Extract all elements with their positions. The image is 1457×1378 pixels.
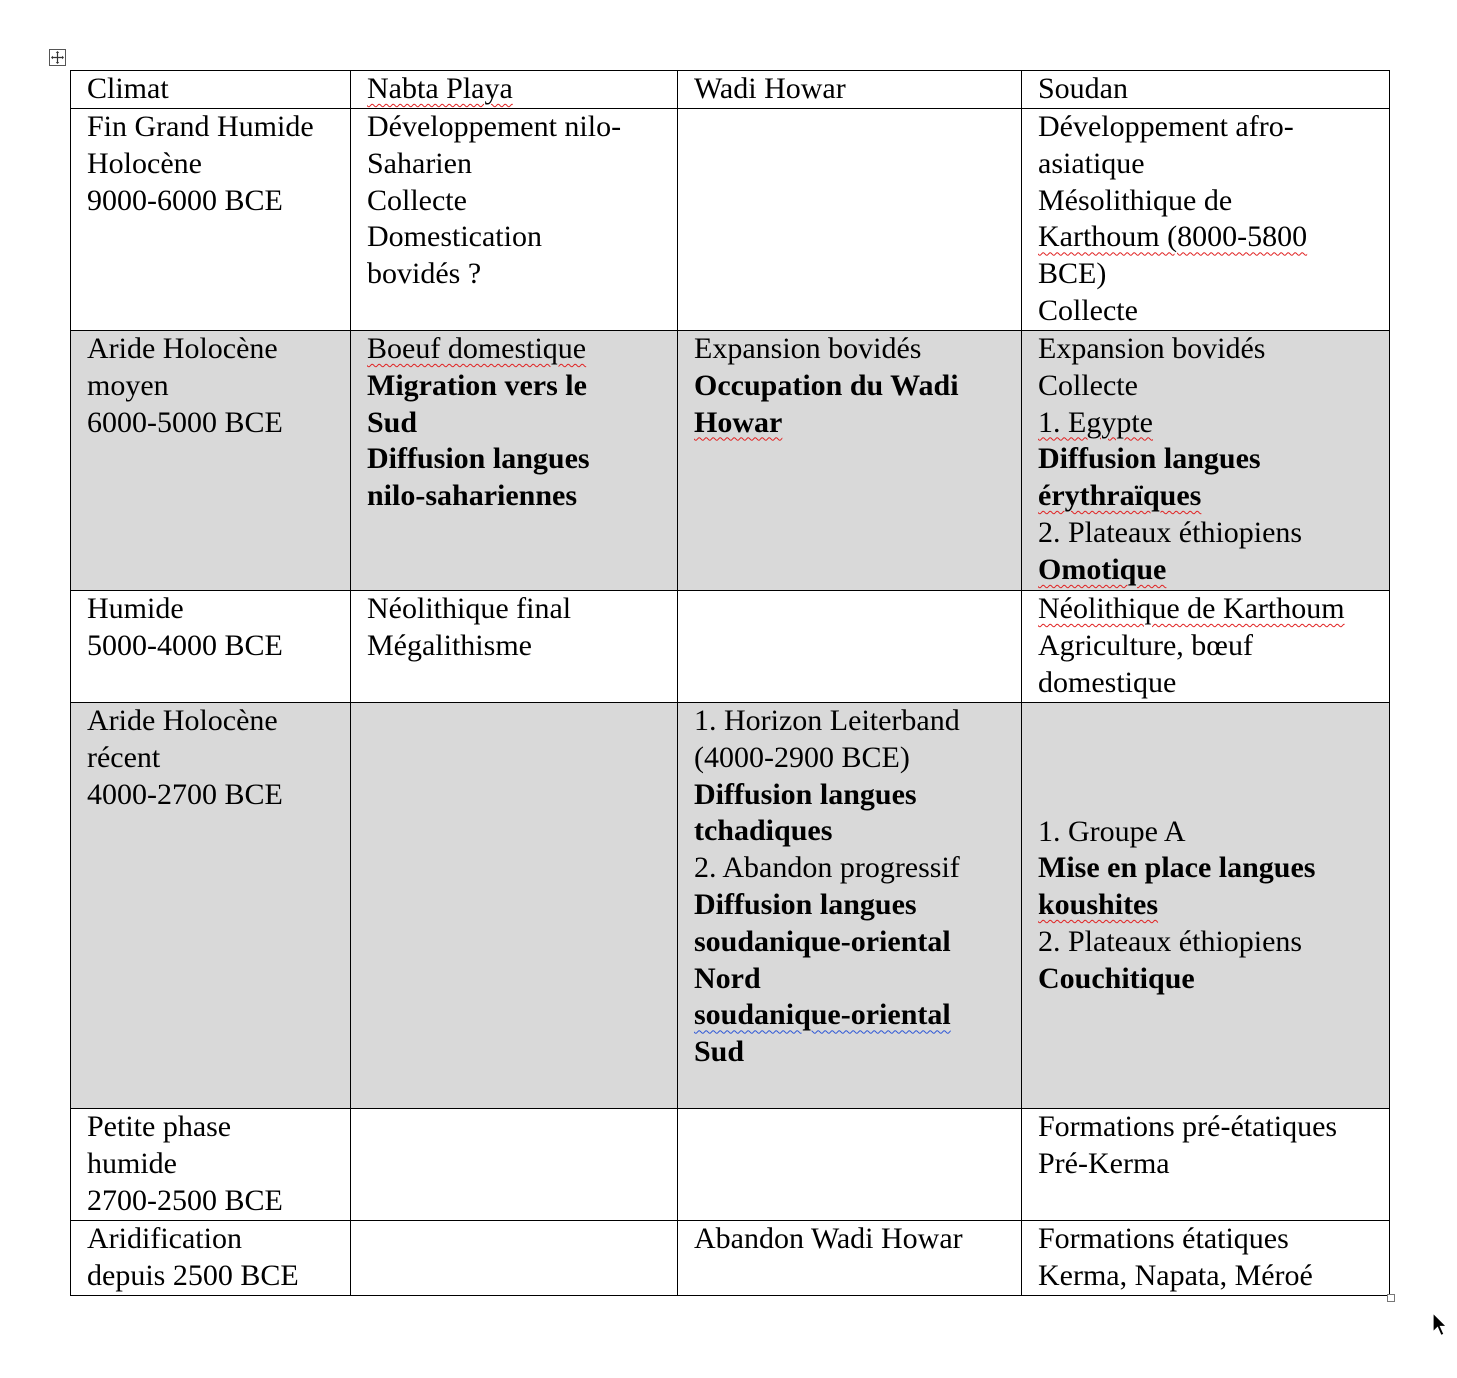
- cell-soudan[interactable]: Expansion bovidés Collecte 1. Egypte Diffusion langues érythraïques 2. Plateaux éthiopiens Omotique: [1022, 331, 1390, 591]
- cell-wadi-howar[interactable]: [678, 1109, 1022, 1221]
- cell-soudan[interactable]: Formations étatiques Kerma, Napata, Méroé: [1022, 1221, 1390, 1296]
- cell-nabta-playa[interactable]: [351, 1109, 678, 1221]
- table-row: [71, 1221, 1390, 1296]
- table-row: [71, 109, 1390, 331]
- cell-nabta-playa[interactable]: Développement nilo- Saharien Collecte Domestication bovidés ?: [351, 109, 678, 331]
- cell-nabta-playa[interactable]: Boeuf domestique Migration vers le Sud Diffusion langues nilo-sahariennes: [351, 331, 678, 591]
- cell-soudan[interactable]: Développement afro- asiatique Mésolithique de Karthoum (8000-5800 BCE) Collecte: [1022, 109, 1390, 331]
- table-header-row: [71, 71, 1390, 109]
- cell-wadi-howar[interactable]: [678, 109, 1022, 331]
- table-row: [71, 703, 1390, 1109]
- chronology-table[interactable]: [70, 70, 1390, 1296]
- cell-soudan[interactable]: Formations pré-étatiques Pré-Kerma: [1022, 1109, 1390, 1221]
- header-cell-nabta-playa[interactable]: Nabta Playa: [351, 71, 678, 109]
- cell-climat[interactable]: Aride Holocène moyen 6000-5000 BCE: [71, 331, 351, 591]
- cell-climat[interactable]: Petite phase humide 2700-2500 BCE: [71, 1109, 351, 1221]
- cell-soudan[interactable]: 1. Groupe A Mise en place langues koushites 2. Plateaux éthiopiens Couchitique: [1022, 703, 1390, 1109]
- header-cell-wadi-howar[interactable]: Wadi Howar: [678, 71, 1022, 109]
- header-cell-soudan[interactable]: Soudan: [1022, 71, 1390, 109]
- cell-wadi-howar[interactable]: [678, 591, 1022, 703]
- cell-climat[interactable]: Aride Holocène récent 4000-2700 BCE: [71, 703, 351, 1109]
- cell-climat[interactable]: Humide 5000-4000 BCE: [71, 591, 351, 703]
- table-move-handle-icon[interactable]: [49, 49, 66, 66]
- table-resize-handle-icon[interactable]: [1387, 1294, 1395, 1302]
- cell-climat[interactable]: Fin Grand Humide Holocène 9000-6000 BCE: [71, 109, 351, 331]
- table-row: [71, 591, 1390, 703]
- cell-nabta-playa[interactable]: [351, 703, 678, 1109]
- table-row: [71, 331, 1390, 591]
- cell-wadi-howar[interactable]: Abandon Wadi Howar: [678, 1221, 1022, 1296]
- cell-soudan[interactable]: Néolithique de Karthoum Agriculture, bœuf domestique: [1022, 591, 1390, 703]
- cell-nabta-playa[interactable]: Néolithique final Mégalithisme: [351, 591, 678, 703]
- cell-wadi-howar[interactable]: 1. Horizon Leiterband (4000-2900 BCE) Diffusion langues tchadiques 2. Abandon progressif Diffusion langues soudanique-oriental Nord soudanique-oriental Sud: [678, 703, 1022, 1109]
- mouse-pointer-icon: [1432, 1312, 1450, 1343]
- cell-nabta-playa[interactable]: [351, 1221, 678, 1296]
- table-row: [71, 1109, 1390, 1221]
- cell-climat[interactable]: Aridification depuis 2500 BCE: [71, 1221, 351, 1296]
- cell-wadi-howar[interactable]: Expansion bovidés Occupation du Wadi Howar: [678, 331, 1022, 591]
- header-cell-climat[interactable]: Climat: [71, 71, 351, 109]
